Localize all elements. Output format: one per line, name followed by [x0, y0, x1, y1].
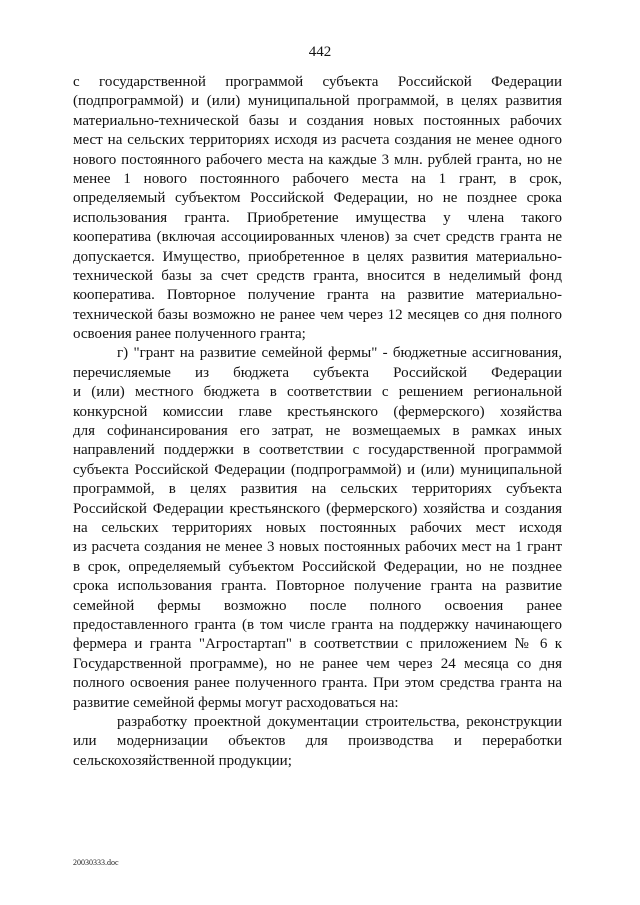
text-line: с государственной программой субъекта Российской Федерации [73, 74, 562, 90]
text-line: программой, в целях развития на сельских территориях субъекта [73, 481, 562, 498]
text-line: развитие семейной фермы могут расходоваться на: [73, 694, 399, 711]
text-line: мест на сельских территориях исходя из расчета создания не менее одного [73, 132, 562, 149]
text-line: конкурсной комиссии главе крестьянского (фермерского) хозяйства [73, 403, 562, 420]
text-line: фермера и гранта "Агростартап" в соответствии с приложением № 6 к [73, 636, 562, 653]
text-line: г) "грант на развитие семейной фермы" - бюджетные ассигнования, [117, 345, 562, 362]
text-line: Российской Федерации крестьянского (фермерского) хозяйства и создания [73, 500, 562, 517]
text-line: допускается. Имущество, приобретенное в целях развития материально- [73, 248, 562, 265]
text-line: разработку проектной документации строительства, реконструкции [117, 713, 562, 730]
text-line: субъекта Российской Федерации (подпрограммой) и (или) муниципальной [73, 461, 562, 478]
footer-filename: 20030333.doc [73, 858, 119, 867]
text-line: кооператива (включая ассоциированных членов) за счет средств гранта не [73, 229, 562, 246]
text-line: нового постоянного рабочего места на каждые 3 млн. рублей гранта, но не [73, 151, 562, 168]
text-line: освоения ранее полученного гранта; [73, 326, 306, 343]
text-line: определяемый субъектом Российской Федерации, но не позднее срока [73, 190, 562, 207]
text-line: семейной фермы возможно после полного освоения ранее [73, 597, 562, 614]
text-line: в срок, определяемый субъектом Российской Федерации, но не позднее [73, 558, 562, 575]
text-line: материально-технической базы и создания новых постоянных рабочих [73, 112, 562, 129]
text-line: или модернизации объектов для производства и переработки [73, 733, 562, 750]
text-line: из расчета создания не менее 3 новых постоянных рабочих мест на 1 грант [73, 539, 562, 556]
text-line: (подпрограммой) и (или) муниципальной программой, в целях развития [73, 93, 562, 110]
text-line: сельскохозяйственной продукции; [73, 752, 292, 769]
text-line: полного освоения ранее полученного гранта. При этом средства гранта на [73, 675, 562, 692]
text-line: на сельских территориях новых постоянных рабочих мест исходя [73, 519, 562, 536]
text-line: для софинансирования его затрат, не возмещаемых в рамках иных [73, 423, 562, 440]
text-line: перечисляемые из бюджета субъекта Российской Федерации [73, 364, 562, 381]
text-line: технической базы за счет средств гранта, вносится в неделимый фонд [73, 267, 562, 284]
text-line: и (или) местного бюджета в соответствии с решением региональной [73, 384, 562, 401]
text-line: Государственной программе), но не ранее чем через 24 месяца со дня [73, 655, 562, 672]
page-number: 442 [308, 44, 332, 60]
text-line: предоставленного гранта (в том числе гранта на поддержку начинающего [73, 616, 562, 633]
document-body [73, 73, 562, 771]
text-line: использования гранта. Приобретение имущества у члена такого [73, 209, 562, 226]
text-line: срока использования гранта. Повторное получение гранта на развитие [73, 578, 562, 595]
text-line: направлений поддержки в соответствии с государственной программой [73, 442, 562, 459]
text-line: кооператива. Повторное получение гранта на развитие материально- [73, 287, 562, 304]
text-line: менее 1 нового постоянного рабочего места на 1 грант, в срок, [73, 170, 562, 187]
text-line: технической базы возможно не ранее чем через 12 месяцев со дня полного [73, 306, 562, 323]
